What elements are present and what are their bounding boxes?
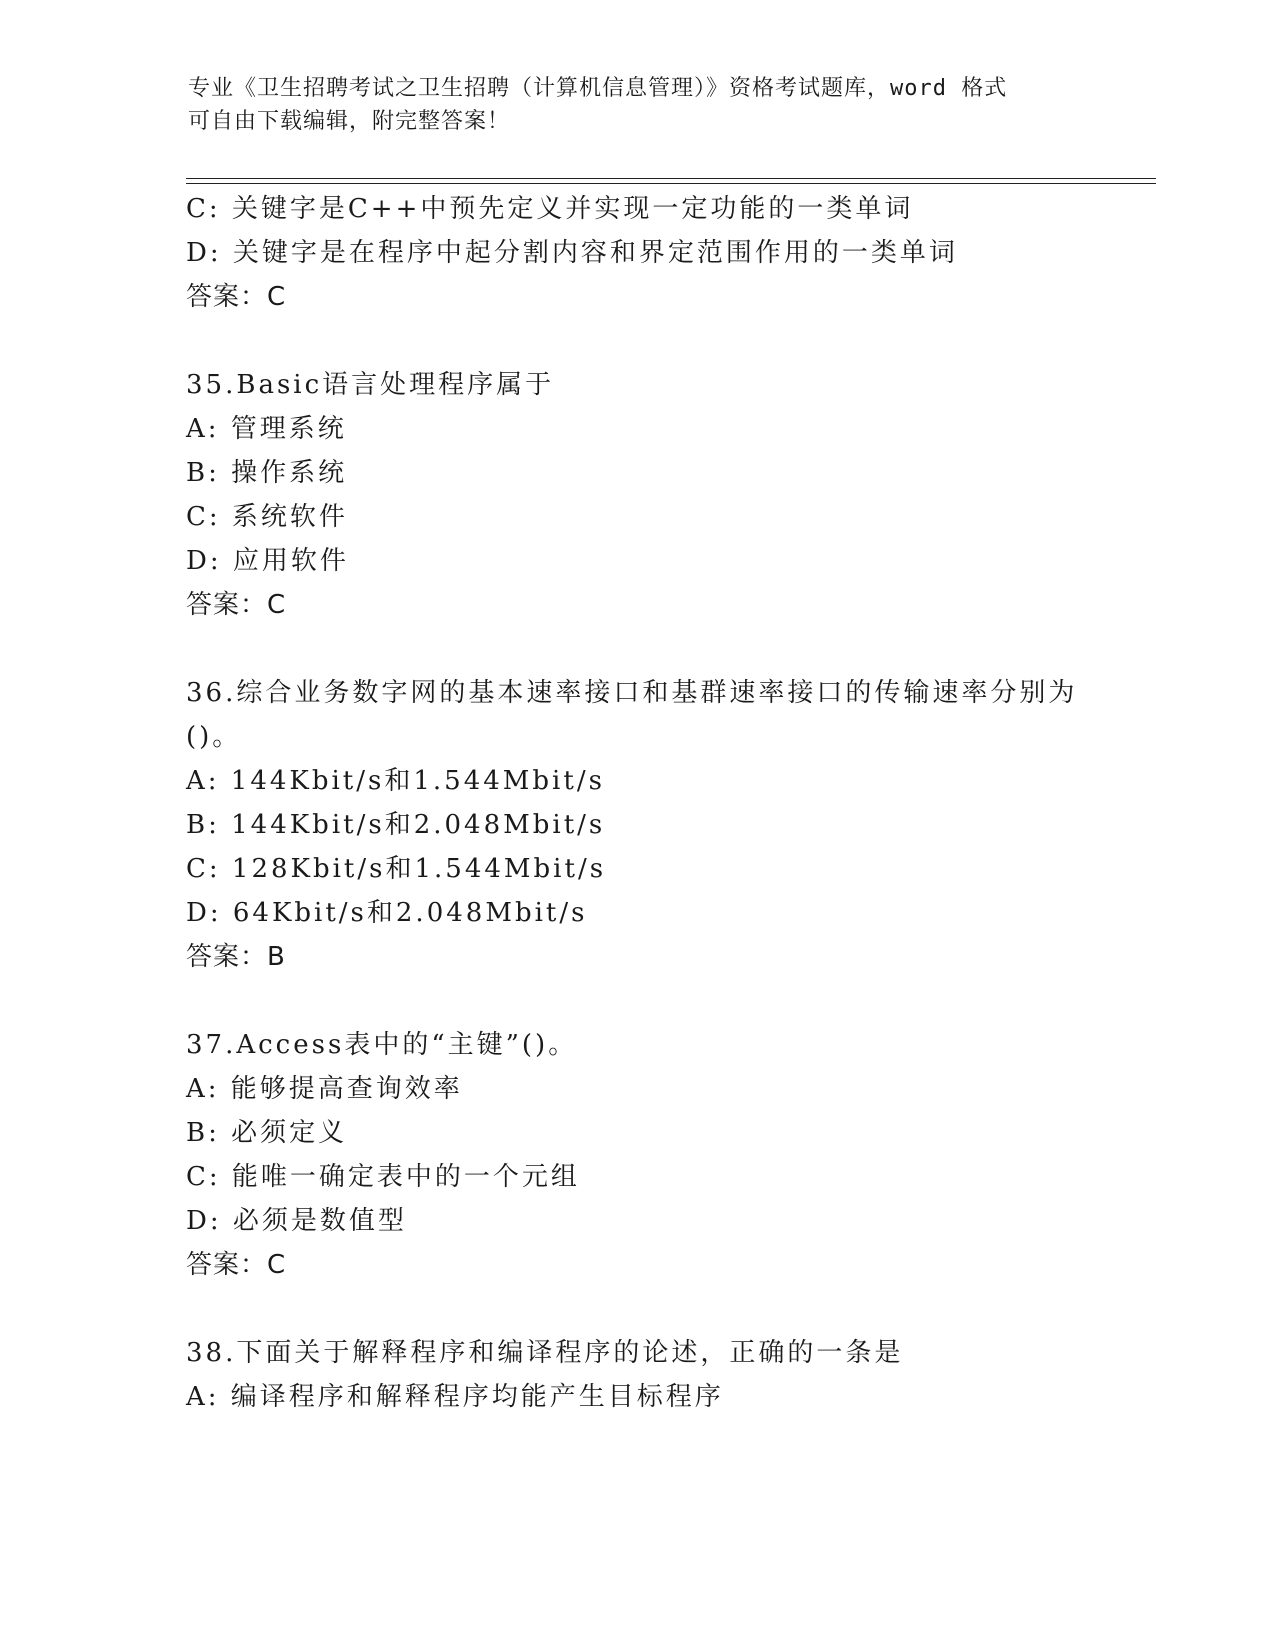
question-37-answer: 答案：C xyxy=(186,1250,287,1280)
question-37-option-c: C: 能唯一确定表中的一个元组 xyxy=(186,1162,580,1192)
question-37-option-a: A: 能够提高查询效率 xyxy=(186,1074,463,1104)
prev-question-option-c: C: 关键字是C++中预先定义并实现一定功能的一类单词 xyxy=(186,194,914,224)
question-35-option-a: A: 管理系统 xyxy=(186,414,347,444)
question-35-answer: 答案：C xyxy=(186,590,287,620)
question-35-stem: 35.Basic语言处理程序属于 xyxy=(186,370,555,400)
header-line-1: 专业《卫生招聘考试之卫生招聘（计算机信息管理）》资格考试题库，word 格式 xyxy=(188,76,1008,101)
question-36-option-b: B: 144Kbit/s和2.048Mbit/s xyxy=(186,810,606,840)
prev-question-answer: 答案：C xyxy=(186,282,287,312)
question-37-option-d: D: 必须是数值型 xyxy=(186,1206,407,1236)
question-36-option-d: D: 64Kbit/s和2.048Mbit/s xyxy=(186,898,588,928)
prev-question-option-d: D: 关键字是在程序中起分割内容和界定范围作用的一类单词 xyxy=(186,238,958,268)
header-line-2: 可自由下载编辑，附完整答案！ xyxy=(188,109,511,134)
question-36-answer: 答案：B xyxy=(186,942,286,972)
header-divider-top xyxy=(186,178,1156,179)
question-36-option-c: C: 128Kbit/s和1.544Mbit/s xyxy=(186,854,607,884)
question-36-option-a: A: 144Kbit/s和1.544Mbit/s xyxy=(186,766,605,796)
header-divider-bottom xyxy=(186,183,1156,184)
question-36-stem: 36.综合业务数字网的基本速率接口和基群速率接口的传输速率分别为 xyxy=(186,678,1078,708)
question-37-option-b: B: 必须定义 xyxy=(186,1118,348,1148)
question-36-stem-continued: ()。 xyxy=(186,722,242,752)
question-35-option-b: B: 操作系统 xyxy=(186,458,348,488)
question-35-option-c: C: 系统软件 xyxy=(186,502,348,532)
question-38-stem: 38.下面关于解释程序和编译程序的论述，正确的一条是 xyxy=(186,1338,904,1368)
document-header xyxy=(188,72,1088,138)
question-38-option-a: A: 编译程序和解释程序均能产生目标程序 xyxy=(186,1382,724,1412)
question-35-option-d: D: 应用软件 xyxy=(186,546,349,576)
question-37-stem: 37.Access表中的“主键”()。 xyxy=(186,1030,578,1060)
